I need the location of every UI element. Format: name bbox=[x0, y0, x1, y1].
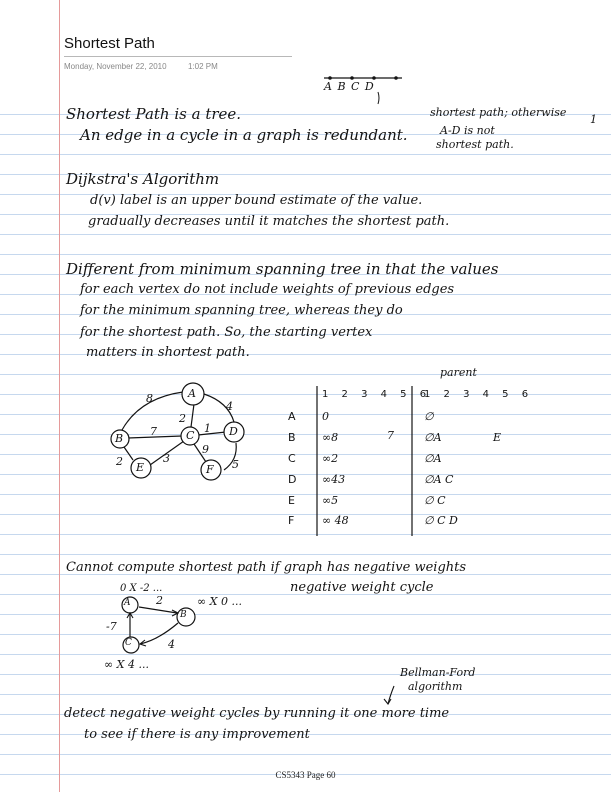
side-note-3: shortest path. bbox=[436, 138, 514, 151]
note-line-2: An edge in a cycle in a graph is redundant. bbox=[80, 126, 408, 144]
margin-mark: 1 bbox=[590, 113, 597, 126]
parent-label: parent bbox=[440, 366, 477, 379]
bellman-label-1: Bellman-Ford bbox=[400, 666, 476, 679]
row-label-b: B bbox=[288, 431, 296, 444]
graph2-weight-ab: 2 bbox=[156, 594, 163, 607]
abcd-letters: A B C D bbox=[324, 80, 375, 93]
dijkstra-title: Dijkstra's Algorithm bbox=[66, 170, 220, 188]
dist-e: ∞5 bbox=[322, 494, 339, 507]
parent-column-headers: 1 2 3 4 5 6 bbox=[424, 389, 534, 400]
edge-weight-be: 2 bbox=[116, 455, 123, 468]
dist-d: ∞43 bbox=[322, 473, 346, 486]
diff-line-4: for the shortest path. So, the starting vertex bbox=[80, 325, 373, 340]
edge-weight-bc: 7 bbox=[150, 425, 157, 438]
parent-b: ∅A bbox=[424, 431, 442, 444]
graph2-weight-bc: 4 bbox=[168, 638, 175, 651]
page-title: Shortest Path bbox=[64, 35, 155, 52]
diff-line-1: Different from minimum spanning tree in that the values bbox=[66, 260, 499, 278]
page-time: 1:02 PM bbox=[188, 62, 218, 71]
dijkstra-line-2: gradually decreases until it matches the shortest path. bbox=[88, 214, 450, 229]
page-date: Monday, November 22, 2010 bbox=[64, 62, 167, 71]
dist-c: ∞2 bbox=[322, 452, 339, 465]
graph2-node-a: A bbox=[124, 598, 131, 608]
row-label-a: A bbox=[288, 410, 296, 423]
graph2-weight-ca: -7 bbox=[106, 620, 117, 633]
row-label-f: F bbox=[288, 514, 295, 527]
parent-e: ∅ C bbox=[424, 494, 446, 507]
edge-weight-cd: 1 bbox=[204, 422, 211, 435]
graph1-node-d: D bbox=[229, 425, 238, 438]
dijkstra-line-1: d(v) label is an upper bound estimate of the value. bbox=[90, 193, 423, 208]
graph2-label-c: ∞ X 4 ... bbox=[104, 658, 149, 671]
graph2-label-b: ∞ X 0 ... bbox=[197, 595, 242, 608]
parent-f: ∅ C D bbox=[424, 514, 458, 527]
graph1-node-e: E bbox=[136, 461, 145, 474]
diff-line-3: for the minimum spanning tree, whereas they do bbox=[80, 303, 403, 318]
parent-c: ∅A bbox=[424, 452, 442, 465]
parent-a: ∅ bbox=[424, 410, 434, 423]
graph2-label-a: 0 X -2 ... bbox=[120, 583, 163, 594]
edge-weight-cf: 9 bbox=[202, 443, 209, 456]
edge-weight-ec: 3 bbox=[163, 452, 170, 465]
edge-weight-ac: 2 bbox=[179, 412, 186, 425]
row-label-d: D bbox=[288, 473, 297, 486]
dist-column-headers: 1 2 3 4 5 6 bbox=[322, 389, 432, 400]
side-note-1: shortest path; otherwise bbox=[430, 106, 567, 119]
graph1-node-f: F bbox=[206, 463, 214, 476]
dist-b: ∞8 bbox=[322, 431, 339, 444]
graph1-node-c: C bbox=[186, 429, 195, 442]
diff-line-5: matters in shortest path. bbox=[86, 345, 250, 360]
row-label-e: E bbox=[288, 494, 295, 507]
edge-weight-ad: 4 bbox=[226, 400, 233, 413]
negative-line-2: negative weight cycle bbox=[290, 580, 434, 595]
graph1-node-b: B bbox=[115, 432, 124, 445]
edge-weight-fd: 5 bbox=[232, 458, 239, 471]
parent-b-late: E bbox=[493, 431, 502, 444]
note-line-1: Shortest Path is a tree. bbox=[66, 105, 242, 123]
detect-line-1: detect negative weight cycles by running it one more time bbox=[64, 706, 450, 721]
dist-f: ∞ 48 bbox=[322, 514, 349, 527]
edge-weight-ab: 8 bbox=[146, 392, 153, 405]
row-label-c: C bbox=[288, 452, 296, 465]
bellman-label-2: algorithm bbox=[408, 680, 463, 693]
dist-b-late: 7 bbox=[387, 429, 394, 442]
negative-line-1: Cannot compute shortest path if graph has negative weights bbox=[66, 560, 467, 575]
graph1-node-a: A bbox=[188, 387, 196, 400]
side-note-2: A-D is not bbox=[440, 124, 495, 137]
graph2-node-b: B bbox=[180, 610, 187, 620]
parent-d: ∅A C bbox=[424, 473, 454, 486]
dist-a: 0 bbox=[322, 410, 329, 423]
diff-line-2: for each vertex do not include weights of previous edges bbox=[80, 282, 455, 297]
detect-line-2: to see if there is any improvement bbox=[84, 727, 310, 742]
graph2-node-c: C bbox=[125, 638, 132, 648]
page-footer: CS5343 Page 60 bbox=[275, 770, 336, 780]
